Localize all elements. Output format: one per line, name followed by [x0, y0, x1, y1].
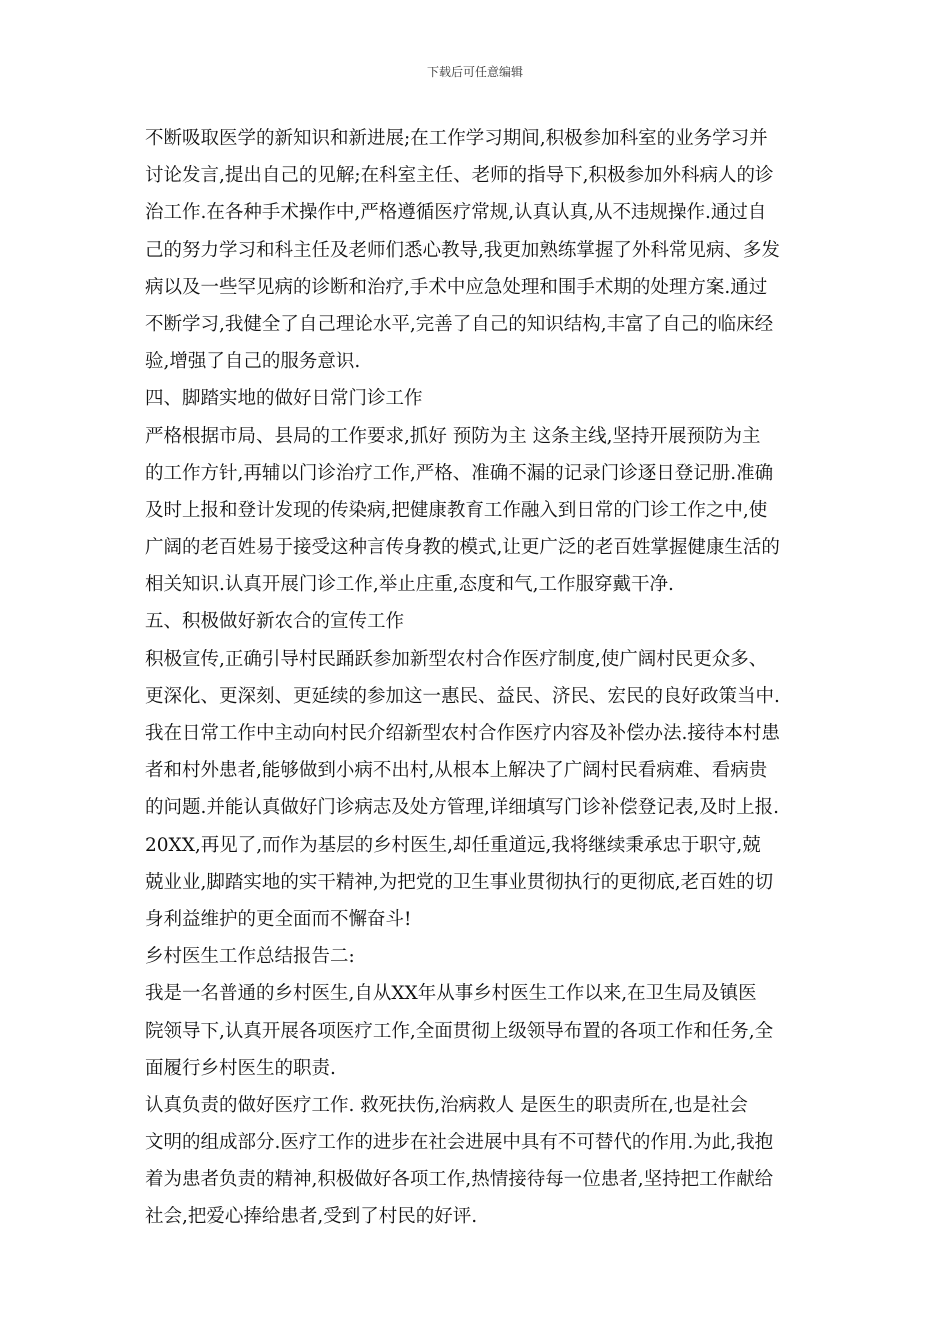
- text-line: 积极宣传,正确引导村民踊跃参加新型农村合作医疗制度,使广阔村民更众多、: [145, 648, 768, 670]
- text-line: 院领导下,认真开展各项医疗工作,全面贯彻上级领导布置的各项工作和任务,全: [145, 1020, 774, 1042]
- text-line: 广阔的老百姓易于接受这种言传身教的模式,让更广泛的老百姓掌握健康生活的: [145, 537, 780, 559]
- text-line: 更深化、更深刻、更延续的参加这一惠民、益民、济民、宏民的良好政策当中.: [145, 685, 780, 707]
- text-line: 20XX,再见了,而作为基层的乡村医生,却任重道远,我将继续秉承忠于职守,兢: [145, 834, 761, 856]
- section-heading: 五、积极做好新农合的宣传工作: [145, 611, 405, 633]
- text-line: 者和村外患者,能够做到小病不出村,从根本上解决了广阔村民看病难、看病贵: [145, 760, 768, 782]
- text-line: 验,增强了自己的服务意识.: [145, 351, 361, 373]
- text-line: 文明的组成部分.医疗工作的进步在社会进展中具有不可替代的作用.为此,我抱: [145, 1132, 774, 1154]
- text-line: 的问题.并能认真做好门诊病志及处方管理,详细填写门诊补偿登记表,及时上报.: [145, 797, 780, 819]
- text-line: 我是一名普通的乡村医生,自从XX年从事乡村医生工作以来,在卫生局及镇医: [145, 983, 757, 1005]
- page-header: 下载后可任意编辑: [426, 65, 523, 79]
- section-heading: 四、脚踏实地的做好日常门诊工作: [145, 388, 423, 410]
- text-line: 不断学习,我健全了自己理论水平,完善了自己的知识结构,丰富了自己的临床经: [145, 313, 774, 335]
- text-line: 不断吸取医学的新知识和新进展;在工作学习期间,积极参加科室的业务学习并: [145, 128, 768, 149]
- section-heading: 乡村医生工作总结报告二:: [145, 946, 355, 968]
- text-line: 社会,把爱心捧给患者,受到了村民的好评.: [145, 1206, 478, 1228]
- text-line: 病以及一些罕见病的诊断和治疗,手术中应急处理和围手术期的处理方案.通过: [145, 276, 768, 298]
- text-line: 讨论发言,提出自己的见解;在科室主任、老师的指导下,积极参加外科病人的诊: [145, 165, 774, 187]
- text-line: 着为患者负责的精神,积极做好各项工作,热情接待每一位患者,坚持把工作献给: [145, 1169, 774, 1191]
- text-line: 我在日常工作中主动向村民介绍新型农村合作医疗内容及补偿办法.接待本村患: [145, 723, 780, 744]
- text-line: 认真负责的做好医疗工作. 救死扶伤,治病救人 是医生的职责所在,也是社会: [145, 1094, 748, 1116]
- text-line: 身利益维护的更全面而不懈奋斗!: [145, 908, 412, 930]
- text-line: 治工作.在各种手术操作中,严格遵循医疗常规,认真认真,从不违规操作.通过自: [145, 202, 767, 224]
- text-line: 面履行乡村医生的职责.: [145, 1057, 336, 1079]
- text-line: 及时上报和登计发现的传染病,把健康教育工作融入到日常的门诊工作之中,使: [145, 499, 768, 521]
- document-body: [145, 120, 815, 1236]
- text-line: 的工作方针,再辅以门诊治疗工作,严格、准确不漏的记录门诊逐日登记册.准确: [145, 462, 774, 484]
- text-line: 相关知识.认真开展门诊工作,举止庄重,态度和气,工作服穿戴干净.: [145, 574, 674, 596]
- text-line: 兢业业,脚踏实地的实干精神,为把党的卫生事业贯彻执行的更彻底,老百姓的切: [145, 871, 774, 893]
- text-line: 严格根据市局、县局的工作要求,抓好 预防为主 这条主线,坚持开展预防为主: [145, 425, 761, 447]
- text-line: 己的努力学习和科主任及老师们悉心教导,我更加熟练掌握了外科常见病、多发: [145, 239, 780, 261]
